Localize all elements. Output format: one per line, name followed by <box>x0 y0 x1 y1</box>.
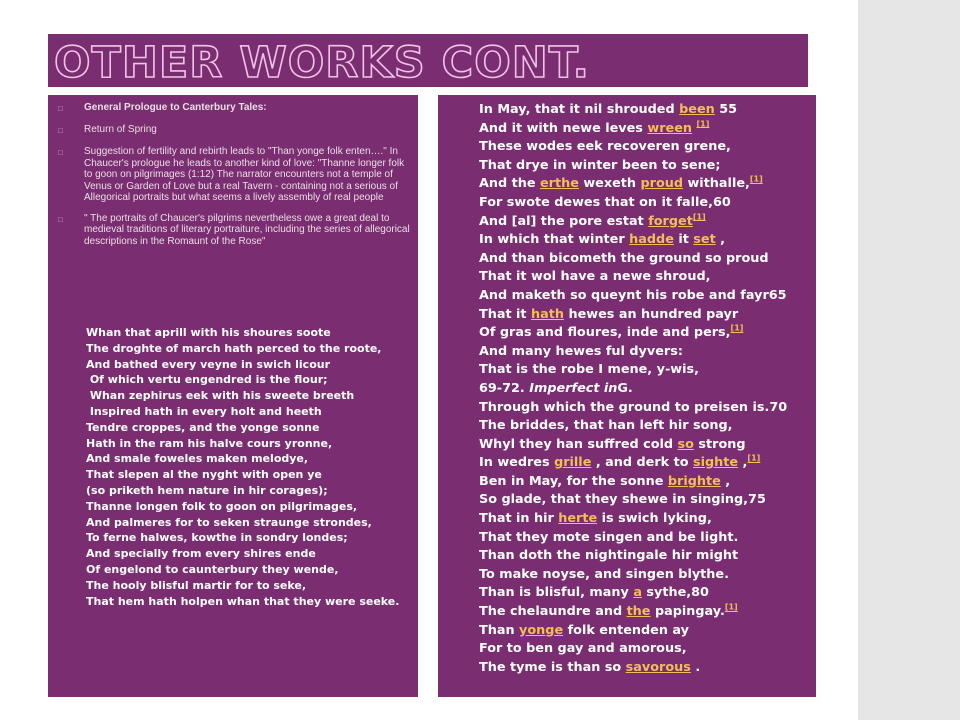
poem-line: Tendre croppes, and the yonge sonne <box>86 420 320 434</box>
line-text: In which that winter <box>479 232 630 248</box>
poem-line: Whan zephirus eek with his sweete breeth <box>86 389 355 403</box>
gloss-link[interactable]: sighte <box>693 455 739 471</box>
footnote-marker <box>731 324 744 333</box>
gloss-link[interactable]: forget <box>648 213 693 229</box>
return-of-spring-poem <box>479 101 787 677</box>
gloss-link[interactable]: hath <box>531 306 564 322</box>
line-text: withalle, <box>683 176 750 192</box>
slide-title: OTHER WORKS CONT. <box>54 38 590 88</box>
poem-line <box>479 231 787 250</box>
line-text: strong <box>693 436 746 452</box>
poem-line <box>479 194 787 213</box>
line-text: The chelaundre and <box>479 604 627 620</box>
footnote-marker <box>696 119 709 128</box>
poem-line: Of which vertu engendred is the flour; <box>86 373 328 387</box>
poem-line: Whan that aprill with his shoures soote <box>86 326 331 339</box>
bullet-text: " The portraits of Chaucer's pilgrims nevertheless owe a great deal to medieval traditions of literary portraiture, including the series of allegorical descriptions in the Romaunt of the Rose" <box>84 212 410 247</box>
line-text: Than is blisful, many <box>479 585 634 601</box>
line-text: The briddes, that han left hir song, <box>479 418 733 434</box>
poem-line <box>479 306 787 325</box>
poem-line: And smale foweles maken melodye, <box>86 452 309 466</box>
poem-line <box>479 101 787 120</box>
line-text: it <box>673 232 694 248</box>
bullet-item <box>58 146 413 204</box>
poem-line: That hem hath holpen whan that they were seeke. <box>86 594 400 608</box>
line-text: And it with newe leves <box>479 120 648 136</box>
poem-line: Of engelond to caunterbury they wende, <box>86 562 339 576</box>
poem-line <box>479 436 787 455</box>
footnote-marker <box>747 454 760 463</box>
footnote-marker <box>693 212 706 221</box>
poem-line <box>479 268 787 287</box>
line-text: That is the robe I mene, y-wis, <box>479 362 699 378</box>
bullet-item <box>58 102 413 115</box>
bullet-item <box>58 124 413 137</box>
poem-line: Inspired hath in every holt and heeth <box>86 404 322 418</box>
poem-line: (so priketh hem nature in hir corages); <box>86 483 328 497</box>
line-text: , <box>720 473 731 489</box>
line-text: hewes an hundred payr <box>564 306 739 322</box>
poem-line <box>479 640 787 659</box>
poem-line <box>479 622 787 641</box>
line-text: Whyl they han suffred cold <box>479 436 678 452</box>
bullet-item <box>58 213 413 248</box>
gloss-link[interactable]: proud <box>640 176 684 192</box>
line-text: That in hir <box>479 511 559 527</box>
footnote-link[interactable]: [1] <box>730 323 744 333</box>
poem-line <box>479 361 787 380</box>
line-text: That it <box>479 306 532 322</box>
poem-line <box>479 454 787 473</box>
footnote-marker <box>725 603 738 612</box>
poem-line: And bathed every veyne in swich licour <box>86 357 331 371</box>
gloss-link[interactable]: erthe <box>540 176 579 192</box>
line-text: G. <box>617 380 633 396</box>
line-text: And [al] the pore estat <box>479 213 649 229</box>
gloss-link[interactable]: been <box>679 102 715 117</box>
line-text: folk entenden ay <box>563 622 689 638</box>
line-text: wexeth <box>578 176 641 192</box>
poem-line <box>479 399 787 418</box>
right-side-stripe <box>858 0 960 720</box>
line-text: Of gras and floures, inde and pers, <box>479 325 731 341</box>
poem-line <box>479 529 787 548</box>
poem-line <box>479 287 787 306</box>
bullet-text: Suggestion of fertility and rebirth leads to "Than yonge folk enten…." In Chaucer's prologue he leads to another kind of love: "Thanne longer folk to goon on pilgrimages (1:12) The narrator encounters not a temple of Venus or Garden of Love but a real Tavern - containing not a serious of Allegorical portraits but what seems a lively assembly of real people <box>84 146 405 203</box>
line-text: For to ben gay and amorous, <box>479 641 687 657</box>
poem-line <box>479 175 787 194</box>
line-text: That drye in winter been to sene; <box>479 157 721 173</box>
gloss-link[interactable]: set <box>693 232 716 248</box>
poem-line: Hath in the ram his halve cours yronne, <box>86 436 333 450</box>
prologue-poem <box>86 325 399 609</box>
title-bar <box>48 34 808 87</box>
poem-line <box>479 473 787 492</box>
right-content-panel <box>438 95 816 697</box>
gloss-link[interactable]: brighte <box>667 473 721 489</box>
line-text: Than <box>479 622 520 638</box>
poem-line <box>479 491 787 510</box>
poem-line <box>479 417 787 436</box>
line-text: 55 <box>714 102 738 117</box>
bullet-text: General Prologue to Canterbury Tales: <box>84 102 267 113</box>
poem-line <box>479 250 787 269</box>
line-text: Ben in May, for the sonne <box>479 473 668 489</box>
footnote-link[interactable]: [1] <box>692 212 706 222</box>
bullet-list <box>58 102 413 256</box>
gloss-link[interactable]: grille <box>554 455 592 471</box>
left-content-panel <box>48 95 418 697</box>
line-text: And many hewes ful dyvers: <box>479 343 683 359</box>
line-text: These wodes eek recoveren grene, <box>479 139 731 155</box>
line-text: Than doth the nightingale hir might <box>479 548 739 564</box>
square-bullet-icon: □ <box>58 148 63 157</box>
poem-line: The hooly blisful martir for to seke, <box>86 578 307 592</box>
line-text: , <box>715 232 726 248</box>
line-text: The tyme is than so <box>479 659 626 675</box>
poem-line <box>479 120 787 139</box>
line-text: , and derk to <box>591 455 693 471</box>
square-bullet-icon: □ <box>58 126 63 135</box>
line-text: That they mote singen and be light. <box>479 529 739 545</box>
poem-line: To ferne halwes, kowthe in sondry londes; <box>86 531 348 545</box>
gloss-link[interactable]: a <box>633 585 642 601</box>
poem-line: Thanne longen folk to goon on pilgrimages, <box>86 499 358 513</box>
gloss-link[interactable]: herte <box>558 511 598 527</box>
poem-line <box>479 584 787 603</box>
line-text: In May, that it nil shrouded <box>479 102 680 117</box>
line-text: In wedres <box>479 455 555 471</box>
square-bullet-icon: □ <box>58 104 63 113</box>
line-text: That it wol have a newe shroud, <box>479 269 711 285</box>
line-text: And than bicometh the ground so proud <box>479 250 769 266</box>
italic-text: Imperfect in <box>529 380 618 396</box>
line-text: For swote dewes that on it falle,60 <box>479 194 731 210</box>
poem-line <box>479 566 787 585</box>
poem-line: And specially from every shires ende <box>86 547 316 561</box>
poem-line: The droghte of march hath perced to the roote, <box>86 341 382 355</box>
poem-line <box>479 547 787 566</box>
footnote-link[interactable]: [1] <box>724 602 738 612</box>
gloss-link[interactable]: savorous <box>625 659 691 675</box>
bullet-text: Return of Spring <box>84 124 157 135</box>
poem-line: That slepen al the nyght with open ye <box>86 468 322 482</box>
line-text: To make noyse, and singen blythe. <box>479 566 729 582</box>
footnote-link[interactable]: [1] <box>747 454 761 464</box>
gloss-link[interactable]: wreen <box>647 120 692 136</box>
poem-line <box>479 510 787 529</box>
poem-line <box>479 603 787 622</box>
poem-line <box>479 157 787 176</box>
line-text: . <box>690 659 701 675</box>
line-text: sythe,80 <box>641 585 709 601</box>
poem-line: And palmeres for to seken straunge strondes, <box>86 515 372 529</box>
line-text: So glade, that they shewe in singing,75 <box>479 492 766 508</box>
poem-line <box>479 380 787 399</box>
footnote-link[interactable]: [1] <box>696 119 710 129</box>
line-text: And maketh so queynt his robe and fayr65 <box>479 287 787 303</box>
footnote-marker <box>750 175 763 184</box>
line-text: 69-72. <box>479 380 530 396</box>
line-text: And the <box>479 176 540 192</box>
line-text: , <box>738 455 748 471</box>
gloss-link[interactable]: the <box>626 604 651 620</box>
line-text: papingay. <box>650 604 725 620</box>
gloss-link[interactable]: yonge <box>519 622 564 638</box>
poem-line <box>479 659 787 678</box>
line-text: Through which the ground to preisen is.70 <box>479 399 788 415</box>
poem-line <box>479 343 787 362</box>
gloss-link[interactable]: hadde <box>629 232 674 248</box>
line-text: is swich lyking, <box>597 511 712 527</box>
gloss-link[interactable]: so <box>677 436 694 452</box>
poem-line <box>479 138 787 157</box>
poem-line <box>479 324 787 343</box>
square-bullet-icon: □ <box>58 214 63 224</box>
footnote-link[interactable]: [1] <box>749 175 763 185</box>
poem-line <box>479 213 787 232</box>
